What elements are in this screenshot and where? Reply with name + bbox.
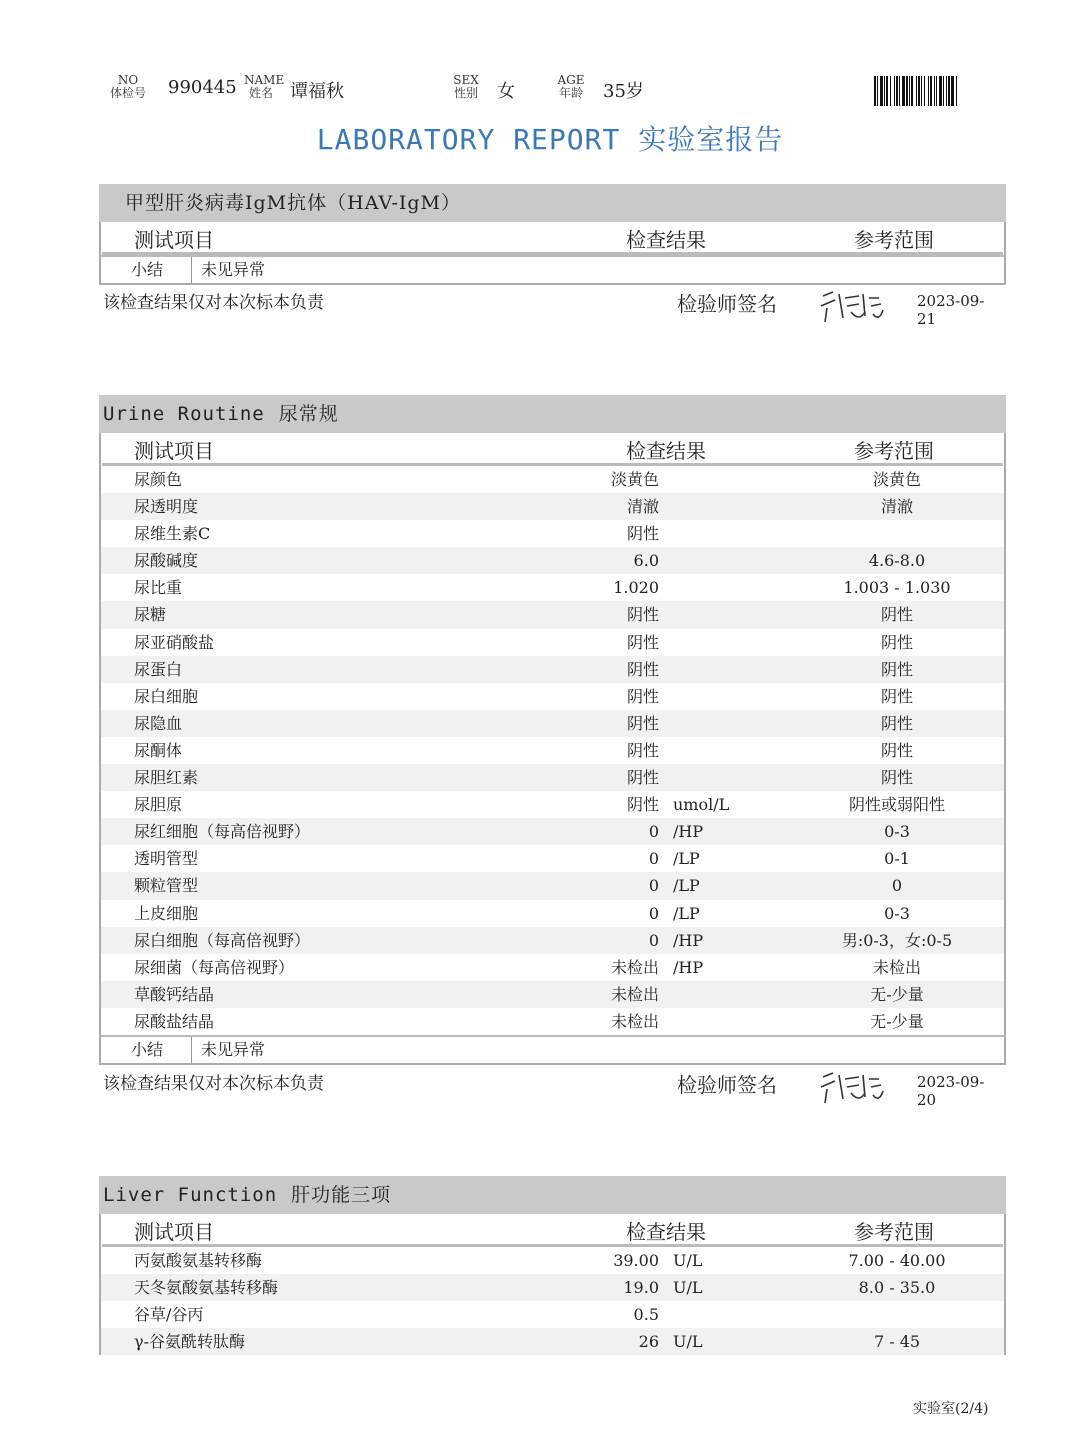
item-result: 26 <box>638 1332 659 1352</box>
summary-value: 未见异常 <box>201 1039 266 1059</box>
item-reference: 阴性或弱阳性 <box>848 795 945 815</box>
section-footer <box>103 1069 1003 1109</box>
table-row <box>101 683 1004 710</box>
item-result: 6.0 <box>633 551 659 571</box>
item-reference: 无-少量 <box>870 1011 924 1031</box>
table-row <box>101 1247 1004 1274</box>
report-date: 2023-09-21 <box>917 292 985 328</box>
col-reference: 参考范围 <box>854 228 934 252</box>
signature-label: 检验师签名 <box>677 1073 777 1097</box>
summary-value: 未见异常 <box>201 260 266 279</box>
item-name: 尿比重 <box>134 578 183 598</box>
section-liver-function <box>99 1176 1006 1355</box>
item-result: 0 <box>648 930 659 950</box>
report-date: 2023-09-20 <box>917 1073 985 1109</box>
section-title: Urine Routine 尿常规 <box>99 395 1006 433</box>
item-name: 尿白细胞 <box>134 686 199 706</box>
item-result: 阴性 <box>626 768 659 788</box>
item-reference: 阴性 <box>880 605 913 625</box>
result-rows <box>101 466 1004 1035</box>
col-result: 检查结果 <box>626 228 706 252</box>
item-reference: 阴性 <box>880 632 913 652</box>
item-result: 阴性 <box>626 524 659 544</box>
item-name: 草酸钙结晶 <box>134 984 215 1004</box>
item-unit: /LP <box>673 849 700 869</box>
table-row <box>101 601 1004 628</box>
summary-label: 小结 <box>131 1039 164 1059</box>
patient-sex: 女 <box>497 81 515 102</box>
col-result: 检查结果 <box>626 1220 706 1244</box>
item-name: 尿胆原 <box>134 795 183 815</box>
table-row <box>101 1274 1004 1301</box>
table-row <box>101 954 1004 981</box>
table-row <box>101 764 1004 791</box>
table-row <box>101 791 1004 818</box>
item-result: 未检出 <box>610 1011 659 1031</box>
col-item: 测试项目 <box>134 439 214 463</box>
exam-number: 990445 <box>168 77 237 98</box>
column-header <box>102 433 1003 466</box>
item-name: 尿维生素C <box>134 524 211 544</box>
item-result: 未检出 <box>610 984 659 1004</box>
item-result: 0 <box>648 849 659 869</box>
table-row <box>101 1008 1004 1035</box>
table-row <box>101 493 1004 520</box>
item-name: γ-谷氨酰转肽酶 <box>134 1332 245 1352</box>
result-rows <box>101 1247 1004 1355</box>
item-name: 尿胆红素 <box>134 768 199 788</box>
item-reference: 阴性 <box>880 713 913 733</box>
no-label: NO 体检号 <box>109 73 146 100</box>
item-reference: 阴性 <box>880 768 913 788</box>
column-header <box>102 1214 1003 1247</box>
item-name: 尿糖 <box>134 605 167 625</box>
item-reference: 清澈 <box>880 497 913 517</box>
item-reference: 阴性 <box>880 686 913 706</box>
item-reference: 8.0 - 35.0 <box>858 1278 936 1298</box>
item-reference: 4.6-8.0 <box>868 551 926 571</box>
table-row <box>101 574 1004 601</box>
table-row <box>101 981 1004 1008</box>
signature-label: 检验师签名 <box>677 292 777 316</box>
item-unit: U/L <box>673 1251 703 1270</box>
sex-label: SEX 性别 <box>453 73 479 100</box>
item-name: 尿颜色 <box>134 470 183 489</box>
item-unit: U/L <box>673 1332 703 1352</box>
item-reference: 0-3 <box>884 822 910 842</box>
item-result: 未检出 <box>610 957 659 977</box>
item-reference: 淡黄色 <box>872 470 921 489</box>
patient-age: 35岁 <box>603 81 644 102</box>
name-label: NAME 姓名 <box>244 73 285 100</box>
item-reference: 1.003 - 1.030 <box>843 578 951 598</box>
item-name: 尿酮体 <box>134 740 183 760</box>
item-unit: /LP <box>673 876 700 896</box>
item-reference: 0-1 <box>884 849 910 869</box>
summary-row <box>101 1035 1004 1063</box>
item-result: 清澈 <box>626 497 659 517</box>
item-name: 天冬氨酸氨基转移酶 <box>134 1278 279 1298</box>
item-reference: 0 <box>891 876 903 896</box>
item-name: 颗粒管型 <box>134 876 199 896</box>
item-reference: 未检出 <box>872 957 921 977</box>
item-reference: 0-3 <box>884 903 910 923</box>
item-name: 尿亚硝酸盐 <box>134 632 215 652</box>
table-row <box>101 1301 1004 1328</box>
item-unit: /HP <box>673 822 704 842</box>
table-row <box>101 629 1004 656</box>
table-row <box>101 466 1004 493</box>
item-name: 尿酸碱度 <box>134 551 199 571</box>
item-unit: /HP <box>673 930 704 950</box>
column-header <box>102 222 1003 255</box>
disclaimer: 该检查结果仅对本次标本负责 <box>103 293 324 313</box>
item-result: 1.020 <box>613 578 659 598</box>
table-row <box>101 737 1004 764</box>
table-row <box>101 520 1004 547</box>
item-reference: 7.00 - 40.00 <box>848 1251 946 1270</box>
item-result: 0.5 <box>633 1305 659 1325</box>
item-reference: 无-少量 <box>870 984 924 1004</box>
section-title: 甲型肝炎病毒IgM抗体（HAV-IgM） <box>99 184 1006 222</box>
item-name: 谷草/谷丙 <box>134 1305 204 1325</box>
item-name: 上皮细胞 <box>134 903 199 923</box>
col-item: 测试项目 <box>134 228 214 252</box>
col-reference: 参考范围 <box>854 439 934 463</box>
item-reference: 阴性 <box>880 740 913 760</box>
item-reference: 7 - 45 <box>873 1332 921 1352</box>
table-row <box>101 656 1004 683</box>
item-result: 阴性 <box>626 740 659 760</box>
section-hav-igm <box>99 184 1006 285</box>
col-reference: 参考范围 <box>854 1220 934 1244</box>
table-row <box>101 872 1004 899</box>
section-footer <box>103 288 1003 328</box>
item-name: 丙氨酸氨基转移酶 <box>134 1251 263 1270</box>
item-result: 0 <box>648 876 659 896</box>
table-row <box>101 710 1004 737</box>
disclaimer: 该检查结果仅对本次标本负责 <box>103 1074 324 1094</box>
summary-row <box>101 255 1004 283</box>
item-result: 0 <box>648 903 659 923</box>
col-item: 测试项目 <box>134 1220 214 1244</box>
signature-image <box>817 284 887 328</box>
section-title: Liver Function 肝功能三项 <box>99 1176 1006 1214</box>
patient-name: 谭福秋 <box>290 81 344 102</box>
item-result: 阴性 <box>626 686 659 706</box>
item-name: 尿红细胞（每高倍视野） <box>134 822 311 842</box>
col-result: 检查结果 <box>626 439 706 463</box>
item-unit: umol/L <box>673 795 730 815</box>
item-name: 透明管型 <box>134 849 199 869</box>
item-unit: /LP <box>673 903 700 923</box>
barcode-icon <box>874 76 1016 106</box>
age-label: AGE 年龄 <box>557 73 585 100</box>
item-name: 尿透明度 <box>134 497 199 517</box>
item-unit: /HP <box>673 957 704 977</box>
item-reference: 男:0-3，女:0-5 <box>841 930 953 950</box>
table-row <box>101 900 1004 927</box>
item-result: 39.00 <box>613 1251 659 1270</box>
page-number: 实验室(2/4) <box>913 1401 989 1417</box>
item-result: 淡黄色 <box>610 470 659 489</box>
table-row <box>101 547 1004 574</box>
report-title: LABORATORY REPORT 实验室报告 <box>316 123 784 156</box>
summary-label: 小结 <box>131 260 164 279</box>
item-result: 阴性 <box>626 605 659 625</box>
section-urine-routine <box>99 395 1006 1065</box>
item-result: 阴性 <box>626 795 659 815</box>
item-name: 尿酸盐结晶 <box>134 1011 215 1031</box>
item-name: 尿细菌（每高倍视野） <box>134 957 295 977</box>
table-row <box>101 927 1004 954</box>
item-result: 19.0 <box>623 1278 659 1298</box>
signature-image <box>817 1065 887 1109</box>
item-result: 阴性 <box>626 713 659 733</box>
table-row <box>101 845 1004 872</box>
table-row <box>101 1328 1004 1355</box>
item-unit: U/L <box>673 1278 703 1298</box>
item-name: 尿白细胞（每高倍视野） <box>134 930 311 950</box>
table-row <box>101 818 1004 845</box>
item-reference: 阴性 <box>880 659 913 679</box>
item-result: 阴性 <box>626 659 659 679</box>
item-name: 尿蛋白 <box>134 659 183 679</box>
item-result: 0 <box>648 822 659 842</box>
item-result: 阴性 <box>626 632 659 652</box>
item-name: 尿隐血 <box>134 713 183 733</box>
